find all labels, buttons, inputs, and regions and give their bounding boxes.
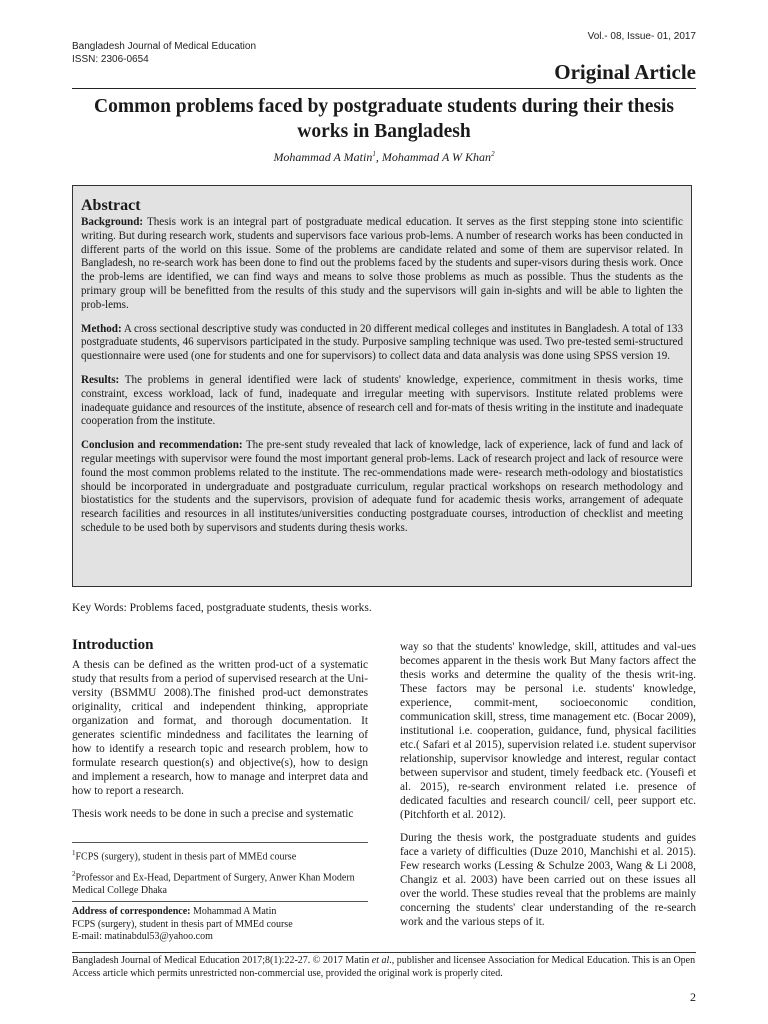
footnote-2-text: Professor and Ex-Head, Department of Surgery, Anwer Khan Modern Medical College Dhaka: [72, 872, 355, 896]
header-rule: [72, 88, 696, 89]
right-paragraph-2: During the thesis work, the postgraduate students and guides face a variety of difficulties (Duze 2010, Manchishi et al. 2015). Few research works (Lessing & Schulze 2003, Wang & Li 2008, Changiz et al. 2003) have been carried out on these issues all over the world. These studies reveal that the problems are mainly concerning the students' clear understanding of the re-search work and the various steps of it.: [400, 832, 696, 928]
article-type: Original Article: [554, 60, 696, 84]
author-list: [72, 150, 696, 165]
footnote-1-text: FCPS (surgery), student in thesis part of MMEd course: [75, 851, 297, 863]
method-label: Method:: [81, 322, 122, 335]
author-1: Mohammad A Matin: [273, 150, 373, 164]
correspondence-name: Mohammad A Matin: [190, 906, 277, 918]
abstract-background: [81, 216, 683, 313]
intro-paragraph-1: A thesis can be defined as the written prod-uct of a systematic study that results from a period of supervised research at the Uni-versity (BSMMU 2008).The finished prod-uct demonstrates originality, critical and independent thinking, appropriate organization and format, and thorough documentation. It generates scientific mindedness and facilitates the learning of how to identify a research topic and research problem, how to formulate research question(s) and objective(s), how to design and implement a research, how to manage and interpret data and how to report a research.: [72, 659, 368, 797]
results-label: Results:: [81, 373, 120, 386]
intro-paragraph-2: Thesis work needs to be done in such a precise and systematic: [72, 808, 354, 820]
citation-note: [72, 955, 696, 980]
author-1-affiliation: 1: [372, 150, 376, 158]
footnote-1: [72, 847, 368, 864]
abstract-results: [81, 374, 683, 429]
author-separator: ,: [375, 150, 382, 164]
journal-name: Bangladesh Journal of Medical Education: [72, 41, 257, 52]
citation-text-2: ., publisher and licensee Association for Medical Education. This is an Open Access article which permits unrestricted non-commercial use, provided the original work is properly cited.: [72, 955, 696, 979]
introduction-heading: Introduction: [72, 637, 154, 653]
right-column: [400, 640, 696, 938]
abstract-conclusion: [81, 439, 683, 536]
footnote-divider: [72, 901, 368, 902]
author-2-affiliation: 2: [491, 150, 495, 158]
footnote-2: [72, 868, 368, 897]
introduction-column: [72, 637, 368, 830]
volume-info: Vol.- 08, Issue- 01, 2017: [587, 31, 696, 42]
citation-etal: et al: [371, 955, 390, 966]
footnotes: [72, 842, 368, 948]
footer-rule: [72, 952, 696, 953]
abstract-method: [81, 323, 683, 364]
footnote-2-mark: 2: [72, 869, 76, 878]
correspondence-affiliation: FCPS (surgery), student in thesis part of MMEd course: [72, 918, 293, 930]
journal-header: [72, 40, 256, 66]
paper-title: Common problems faced by postgraduate students during their thesis works in Bangladesh: [94, 96, 674, 142]
results-text: The problems in general identified were lack of students' knowledge, experience, commitment in thesis works, time constraint, excess workload, lack of fund, inadequate and irregular meeting with supervisors. Institute related problems were inadequate guidance and resources of the institute, absence of research cell and for-mats of thesis writing in the institute and inadequate cooperation from the institute.: [81, 373, 684, 428]
abstract-heading: Abstract: [81, 197, 141, 214]
keywords: Key Words: Problems faced, postgraduate students, thesis works.: [72, 602, 372, 614]
conclusion-text: The pre-sent study revealed that lack of knowledge, lack of experience, lack of fund and lack of regular meetings with supervisor were found the most important general prob-lems. Lack of research project and lack of resource were found the most common problems related to the institute. The rec-ommendations made were- research meth-odology and biostatistics should be incorporated in undergraduate and postgraduate curriculum, regular practical workshops on research methodology and biostatistics for the students and the supervisors, provision of adequate fund for academic thesis works, arrangement of adequate research facilities and resources in all institutes/universities conducting postgraduate courses, introduction of checklist and meeting schedule to be used both by supervisors and students during thesis works.: [81, 439, 683, 534]
citation-text-1: Bangladesh Journal of Medical Education 2017;8(1):22-27. © 2017 Matin: [72, 955, 372, 966]
footnote-1-mark: 1: [72, 849, 76, 857]
abstract-box: [72, 185, 692, 587]
issn: ISSN: 2306-0654: [72, 54, 149, 65]
background-text: Thesis work is an integral part of postgraduate medical education. It serves as the first stepping stone into scientific writing. But during research work, students and supervisors face various prob-lems. A number of research works has been conducted in different parts of the world on this issue. Some of the problems are candidate related and some of them are supervisor related. In Bangladesh, no re-search work has been done to find out the problems faced by the students and super-visors during thesis work. Once the prob-lems are identified, we can find ways and means to solve those problems as much as possible. Thus the students as the primary group will be benefitted from the results of this study and the supervisors will gain in-sights and will be able to lighten the prob-lems.: [81, 216, 683, 311]
correspondence-email: E-mail: matinabdul53@yahoo.com: [72, 931, 213, 943]
page-number: 2: [690, 990, 696, 1004]
right-paragraph-1: way so that the students' knowledge, skill, attitudes and val-ues becomes apparent in the thesis work But Many factors affect the thesis works and determine the quality of the thesis writ-ing. These factors may be personal i.e. students' knowledge, experience, commit-ment, socioeconomic condition, communication skill, stress, time management etc. (Bocar 2009), institutional i.e. cooperation, guidance, fund, physical facilities etc.( Safari et al 2015), supervision related i.e. student supervisor relationship, supervisor knowledge and interest, regular contact between supervisor and student, timely feedback etc. (Yousefi et al. 2015), re-search environment related i.e. presence of dedicated faculties and research council/ cell, peer support etc. (Pitchforth et al. 2012).: [400, 641, 696, 821]
correspondence-label: Address of correspondence:: [72, 906, 191, 918]
author-2: Mohammad A W Khan: [381, 150, 492, 164]
background-label: Background:: [81, 216, 144, 228]
method-text: A cross sectional descriptive study was conducted in 20 different medical colleges and institutes in Bangladesh. A total of 133 postgraduate students, 46 supervisors participated in the study. Purposive sampling technique was used. Two pre-tested semi-structured questionnaire were used (one for students and one for supervisors) to collect data and data analysis was done using SPSS version 19.: [81, 322, 683, 363]
correspondence: [72, 906, 368, 944]
conclusion-label: Conclusion and recommendation:: [81, 439, 243, 452]
